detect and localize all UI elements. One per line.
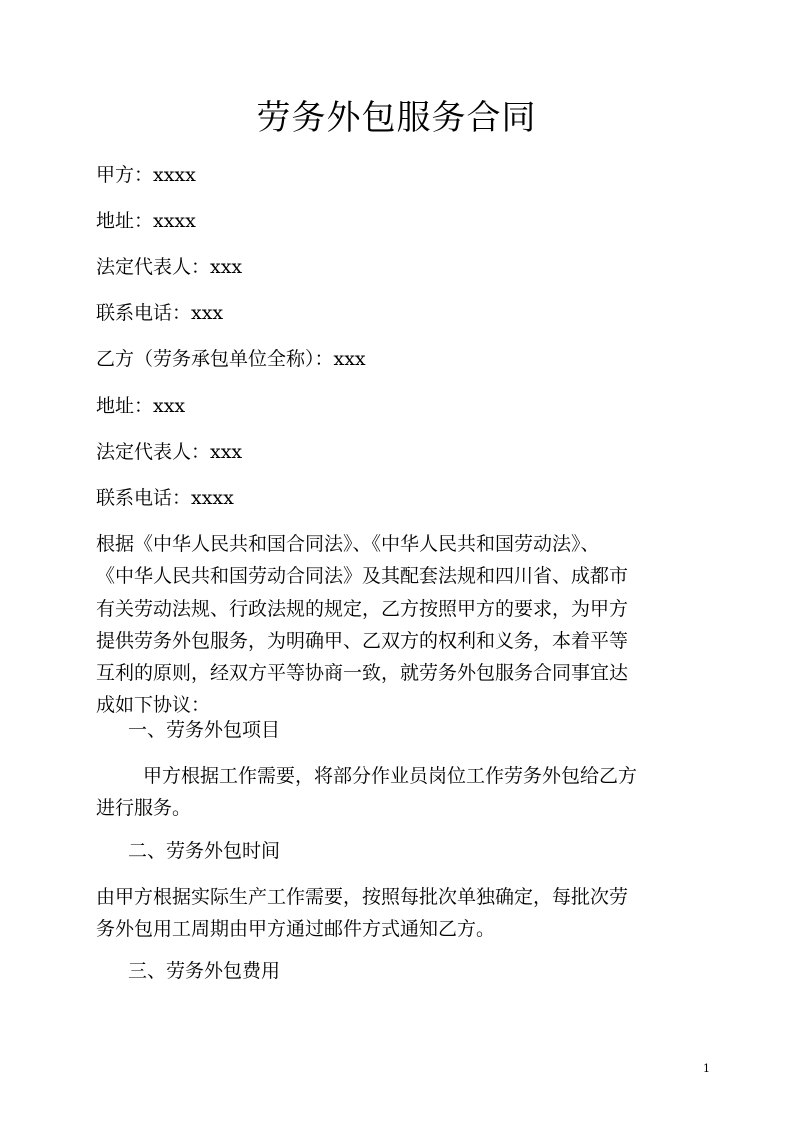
section-body-line: 由甲方根据实际生产工作需要，按照每批次单独确定，每批次劳	[96, 886, 629, 908]
section-body-line: 务外包用工周期由甲方通过邮件方式通知乙方。	[96, 918, 496, 941]
preamble-line: 有关劳动法规、行政法规的规定，乙方按照甲方的要求，为甲方	[96, 597, 629, 620]
page-number: 1	[703, 1062, 710, 1075]
preamble-line: 《中华人民共和国劳动合同法》及其配套法规和四川省、成都市	[96, 565, 629, 588]
section-body-line: 甲方根据工作需要，将部分作业员岗位工作劳务外包给乙方	[124, 765, 638, 787]
preamble-line: 提供劳务外包服务，为明确甲、乙双方的权利和义务，本着平等	[96, 629, 629, 652]
party-b-name: 乙方（劳务承包单位全称）：xxx	[96, 348, 366, 370]
preamble-line: 根据《中华人民共和国合同法》、《中华人民共和国劳动法》、	[96, 533, 600, 555]
section-body-line: 进行服务。	[96, 797, 192, 820]
party-b-phone: 联系电话：xxxx	[96, 487, 234, 509]
party-a-name: 甲方：xxxx	[96, 164, 196, 186]
preamble-paragraph	[96, 528, 696, 722]
party-a-phone: 联系电话：xxx	[96, 302, 224, 324]
page-title: 劳务外包服务合同	[256, 98, 537, 138]
section-body-2	[96, 881, 696, 946]
section-heading-1: 一、劳务外包项目	[128, 719, 281, 741]
party-a-legal-rep: 法定代表人：xxx	[96, 256, 243, 278]
party-b-address: 地址：xxx	[96, 395, 186, 417]
party-a-address: 地址：xxxx	[96, 210, 196, 232]
section-heading-3: 三、劳务外包费用	[128, 960, 281, 982]
section-heading-2: 二、劳务外包时间	[128, 840, 281, 862]
preamble-line: 成如下协议：	[96, 694, 211, 717]
preamble-line: 互利的原则，经双方平等协商一致，就劳务外包服务合同事宜达	[96, 662, 629, 685]
section-body-1	[96, 760, 696, 825]
party-b-legal-rep: 法定代表人：xxx	[96, 441, 243, 463]
